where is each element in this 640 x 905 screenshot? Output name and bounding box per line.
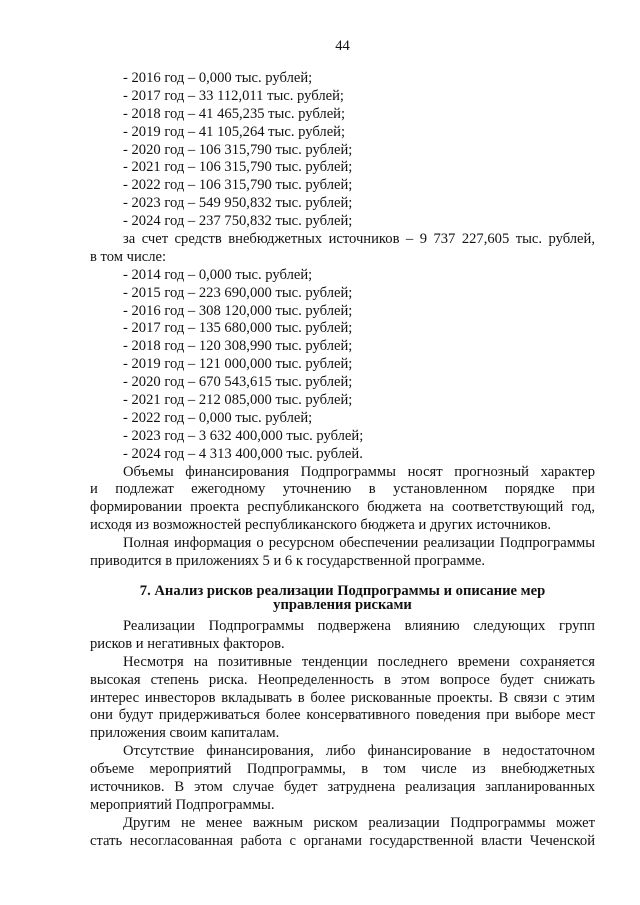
paragraph-line: объеме мероприятий Подпрограммы, в том числе из внебюджетных: [90, 761, 595, 778]
list-item: - 2021 год – 106 315,790 тыс. рублей;: [123, 159, 353, 176]
paragraph-line: и подлежат ежегодному уточнению в установленном порядке при: [90, 481, 595, 498]
document-page: [90, 38, 595, 851]
page-number: 44: [335, 38, 350, 54]
heading-line: управления рисками: [273, 596, 412, 613]
list-item: - 2017 год – 33 112,011 тыс. рублей;: [123, 87, 344, 104]
list-item: - 2019 год – 121 000,000 тыс. рублей;: [123, 356, 353, 373]
list-item: - 2024 год – 237 750,832 тыс. рублей;: [123, 213, 353, 230]
paragraph-line: Полная информация о ресурсном обеспечении реализации Подпрограммы: [123, 535, 595, 552]
paragraph-line: Объемы финансирования Подпрограммы носят прогнозный характер: [123, 463, 595, 480]
list-item: - 2015 год – 223 690,000 тыс. рублей;: [123, 284, 353, 301]
section-heading: [90, 584, 595, 612]
list-item: - 2018 год – 120 308,990 тыс. рублей;: [123, 338, 353, 355]
paragraph-line: Отсутствие финансирования, либо финансирование в недостаточном: [123, 743, 595, 760]
list-item: - 2016 год – 308 120,000 тыс. рублей;: [123, 302, 353, 319]
list-item: - 2020 год – 670 543,615 тыс. рублей;: [123, 374, 353, 391]
paragraph-line: они будут придерживаться более консервативного поведения при выборе мест: [90, 707, 595, 724]
paragraph-line: источников. В этом случае будет затруднена реализация запланированных: [90, 778, 595, 795]
paragraph-line: Другим не менее важным риском реализации Подпрограммы может: [123, 814, 595, 831]
heading-line: 7. Анализ рисков реализации Подпрограммы и описание мер: [139, 582, 546, 599]
paragraph-line: формировании проекта республиканского бюджета на соответствующий год,: [90, 499, 595, 516]
list-item: - 2023 год – 3 632 400,000 тыс. рублей;: [123, 427, 364, 444]
extra-budget-sources: [90, 231, 595, 267]
paragraph-line: приводится в приложениях 5 и 6 к государственной программе.: [90, 553, 486, 570]
list-item: - 2022 год – 106 315,790 тыс. рублей;: [123, 177, 353, 194]
paragraph-line: в том числе:: [90, 248, 167, 265]
list-item: - 2021 год – 212 085,000 тыс. рублей;: [123, 392, 353, 409]
paragraph-risks-intro: [90, 618, 595, 654]
list-item: - 2016 год – 0,000 тыс. рублей;: [123, 70, 313, 86]
paragraph-line: мероприятий Подпрограммы.: [90, 796, 275, 813]
list-item: - 2020 год – 106 315,790 тыс. рублей;: [123, 141, 353, 158]
list-item: - 2014 год – 0,000 тыс. рублей;: [123, 266, 313, 283]
list-item: - 2023 год – 549 950,832 тыс. рублей;: [123, 195, 353, 212]
paragraph-line: исходя из возможностей республиканского бюджета и других источников.: [90, 517, 552, 534]
paragraph-financing-volumes: [90, 464, 595, 536]
paragraph-other-risk: [90, 815, 595, 851]
paragraph-line: за счет средств внебюджетных источников – 9 737 227,605 тыс. рублей,: [123, 231, 595, 248]
list-item: - 2022 год – 0,000 тыс. рублей;: [123, 409, 313, 426]
paragraph-line: Несмотря на позитивные тенденции последнего времени сохраняется: [123, 653, 595, 670]
paragraph-line: высокая степень риска. Неопределенность в этом вопросе будет снижать: [90, 671, 595, 688]
list-item: - 2024 год – 4 313 400,000 тыс. рублей.: [123, 445, 363, 462]
paragraph-trends: [90, 654, 595, 743]
list-item: - 2017 год – 135 680,000 тыс. рублей;: [123, 320, 353, 337]
budget-list-2016-2024: [90, 70, 595, 231]
extra-budget-list: [90, 267, 595, 464]
paragraph-absence-financing: [90, 743, 595, 815]
paragraph-line: интерес инвесторов вкладывать в более рискованные проекты. В связи с этим: [90, 689, 595, 706]
paragraph-line: стать несогласованная работа с органами государственной власти Чеченской: [90, 832, 595, 849]
paragraph-line: рисков и негативных факторов.: [90, 635, 285, 652]
list-item: - 2019 год – 41 105,264 тыс. рублей;: [123, 123, 346, 140]
paragraph-line: Реализации Подпрограммы подвержена влиянию следующих групп: [123, 617, 595, 634]
list-item: - 2018 год – 41 465,235 тыс. рублей;: [123, 105, 346, 122]
paragraph-line: приложения своим капиталам.: [90, 725, 280, 742]
paragraph-resource-info: [90, 535, 595, 571]
